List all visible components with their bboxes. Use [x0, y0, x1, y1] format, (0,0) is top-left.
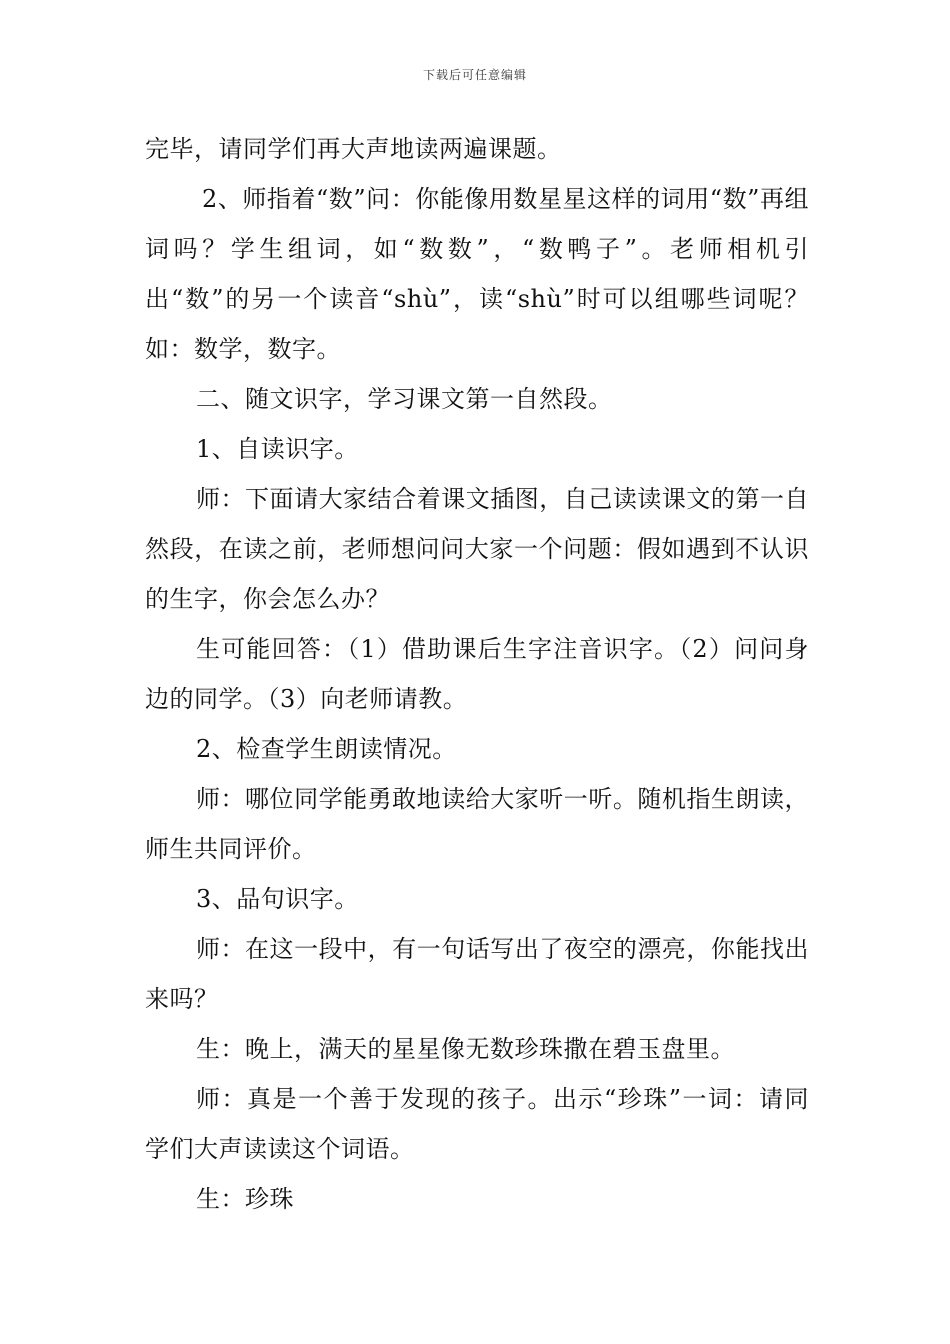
subsection-heading: 2、检查学生朗读情况。	[196, 735, 457, 763]
paragraph: 2、师指着“数”问：你能像用数星星这样的词用“数”再组词吗？学生组词，如“数数”，“数鸭子”。老师相机引出“数”的另一个读音“shù”，读“shù”时可以组哪些词呢？如：数学，数字。	[145, 185, 809, 363]
paragraph: 师：在这一段中，有一句话写出了夜空的漂亮，你能找出来吗？	[145, 935, 809, 1013]
paragraph: 生：珍珠	[196, 1185, 294, 1213]
paragraph: 师：真是一个善于发现的孩子。出示“珍珠”一词：请同学们大声读读这个词语。	[145, 1085, 809, 1163]
section-heading: 二、随文识字，学习课文第一自然段。	[196, 385, 613, 413]
paragraph: 师：下面请大家结合着课文插图，自己读读课文的第一自然段，在读之前，老师想问问大家一个问题：假如遇到不认识的生字，你会怎么办？	[145, 485, 809, 613]
subsection-heading: 1、自读识字。	[196, 435, 359, 463]
paragraph: 生：晚上，满天的星星像无数珍珠撒在碧玉盘里。	[196, 1035, 735, 1063]
paragraph: 生可能回答：（1）借助课后生字注音识字。（2）问问身边的同学。（3）向老师请教。	[145, 635, 809, 713]
subsection-heading: 3、品句识字。	[196, 885, 359, 913]
document-body	[145, 124, 809, 1224]
paragraph: 师：哪位同学能勇敢地读给大家听一听。随机指生朗读，师生共同评价。	[145, 785, 809, 863]
paragraph: 完毕，请同学们再大声地读两遍课题。	[145, 135, 562, 163]
page-header: 下载后可任意编辑	[422, 68, 527, 82]
